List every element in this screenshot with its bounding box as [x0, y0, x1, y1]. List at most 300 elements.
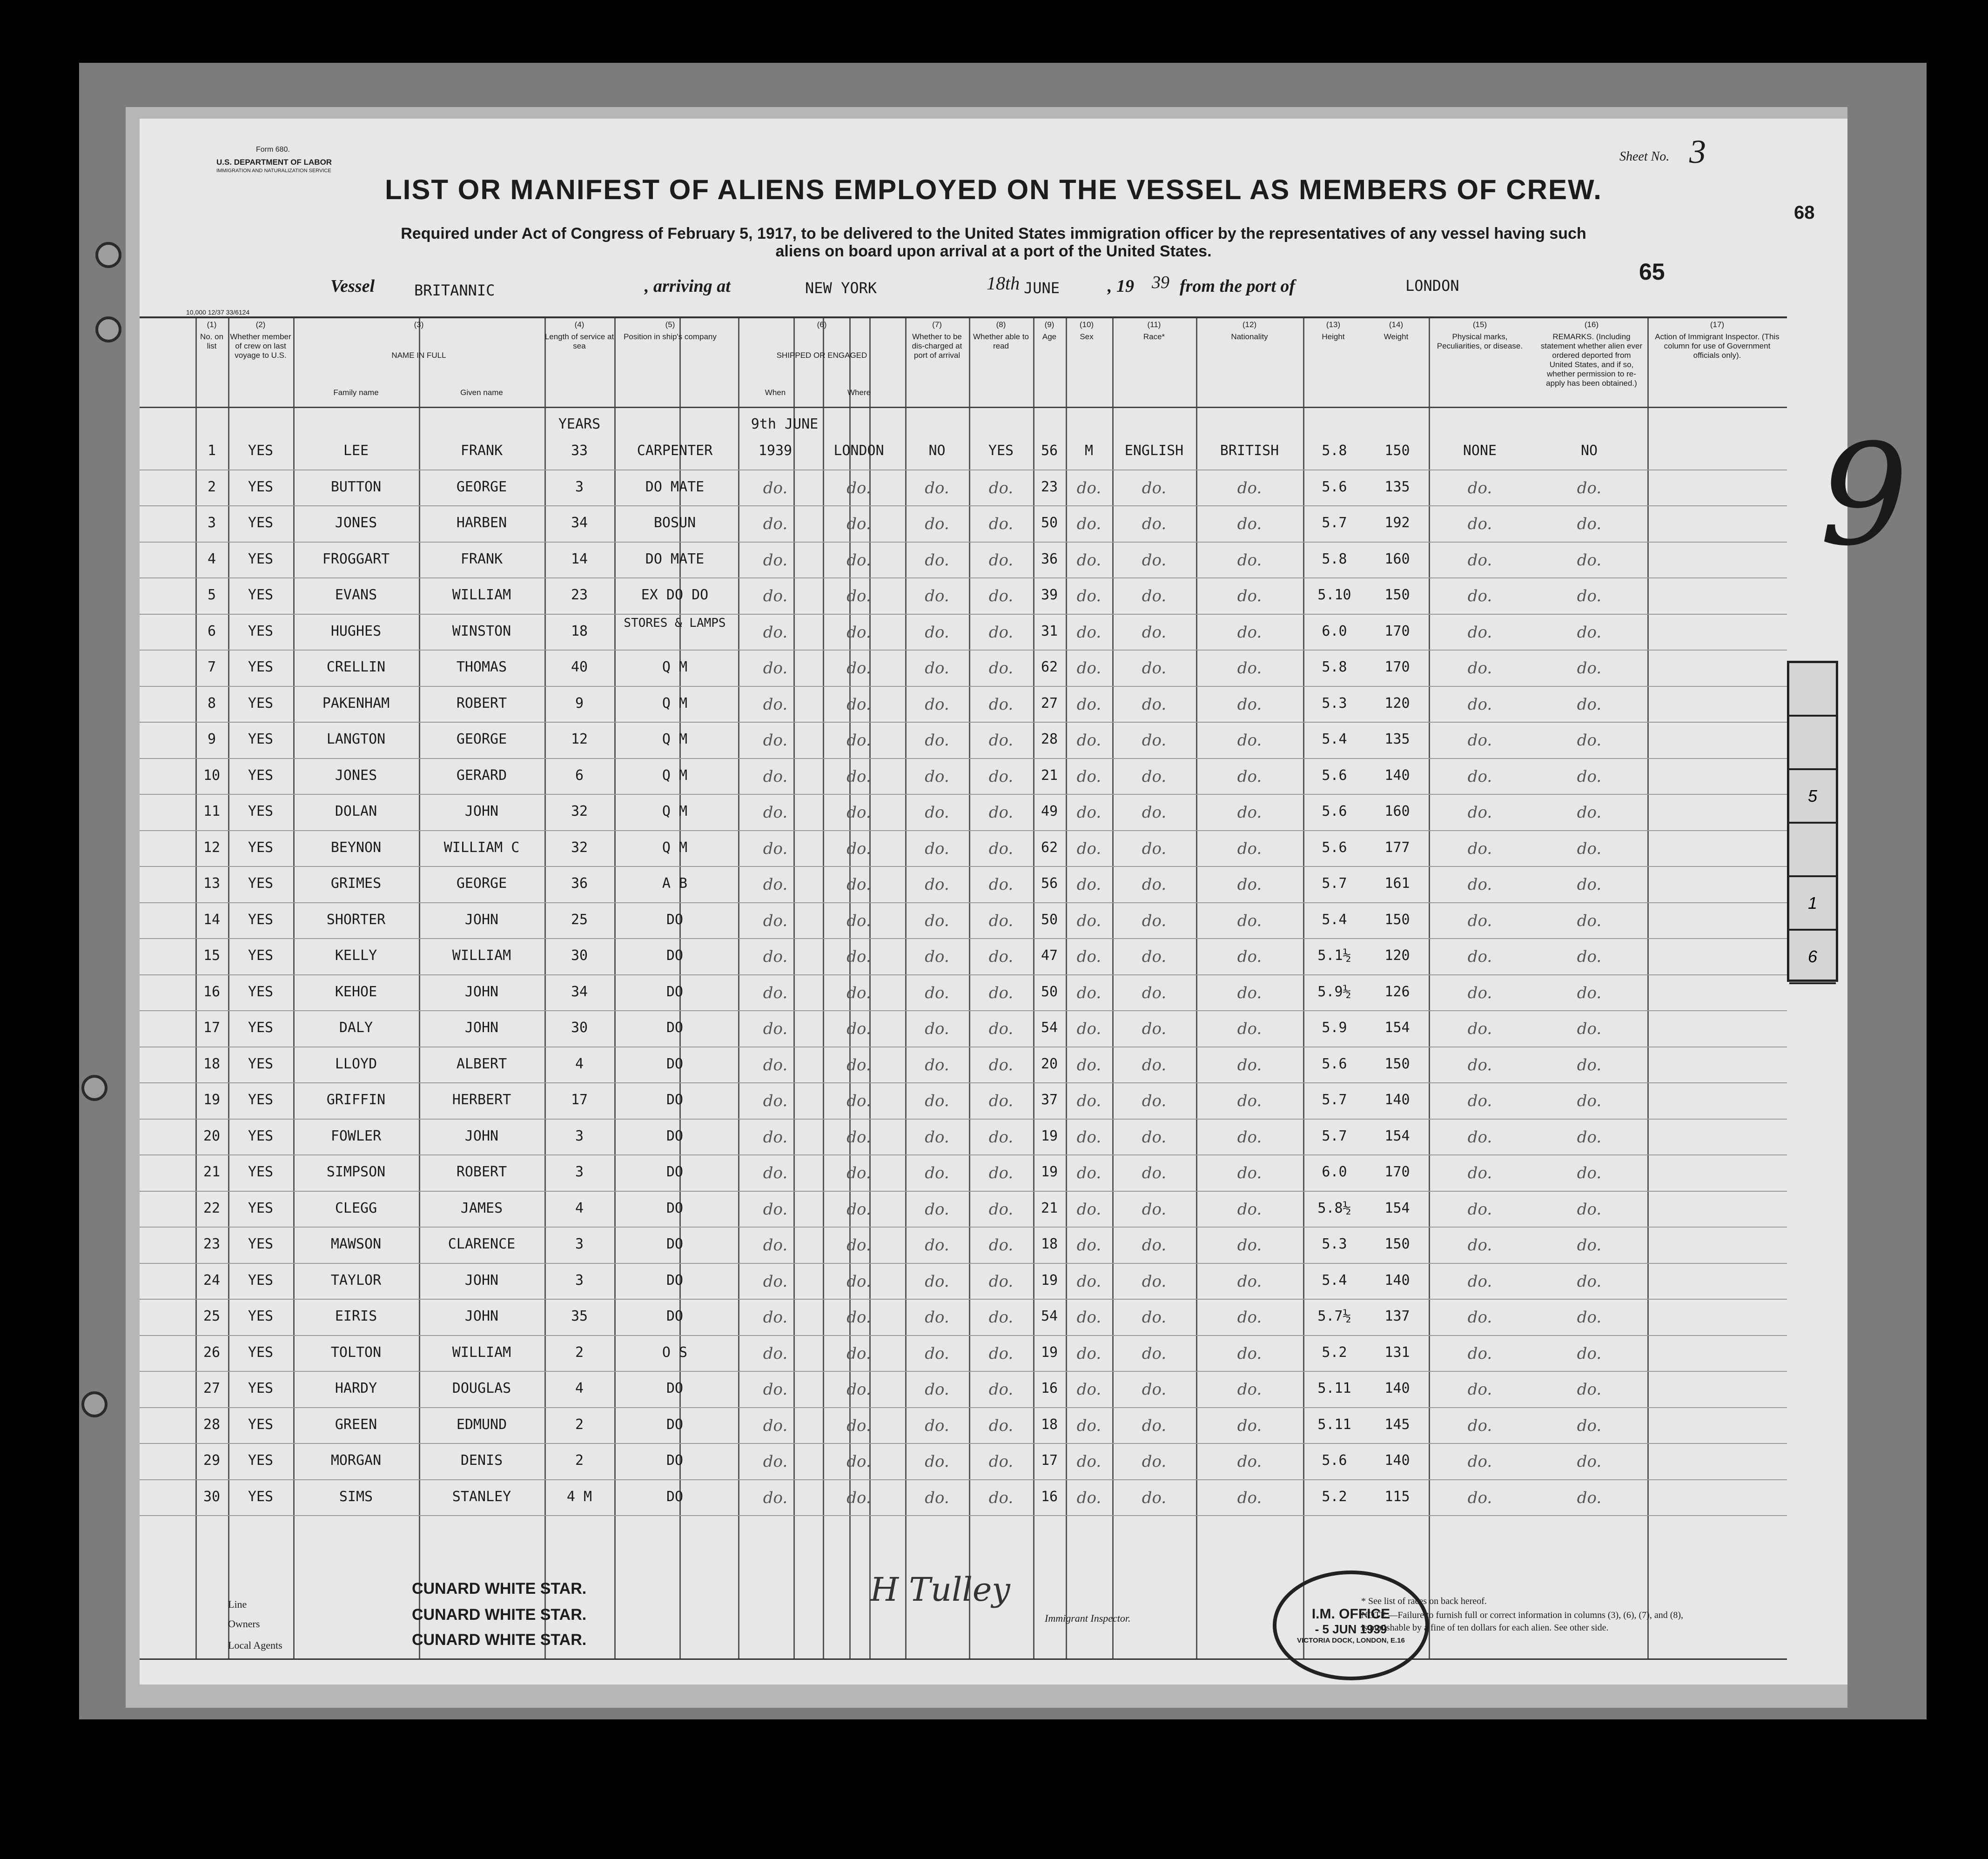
- row-when: do.: [763, 1272, 788, 1291]
- row-where: do.: [846, 1020, 871, 1038]
- row-weight: 140: [1384, 1272, 1410, 1289]
- row-weight: 135: [1384, 731, 1410, 747]
- row-no: 4: [207, 550, 216, 567]
- row-read: do.: [988, 587, 1014, 605]
- row-nationality: do.: [1237, 1272, 1262, 1291]
- row-service: 3: [575, 1164, 584, 1180]
- row-no: 22: [203, 1200, 221, 1216]
- row-when: do.: [763, 767, 788, 786]
- row-race: do.: [1142, 767, 1167, 786]
- row-family: MORGAN: [330, 1452, 382, 1469]
- row-weight: 140: [1384, 1380, 1410, 1396]
- row-height: 5.6: [1322, 1452, 1347, 1469]
- tally-cell: 5: [1789, 770, 1836, 824]
- row-given: STANLEY: [452, 1488, 511, 1505]
- column-number: (1): [207, 320, 217, 329]
- margin-tally-box: [1787, 661, 1838, 982]
- row-discharge: do.: [925, 983, 949, 1002]
- row-weight: 177: [1384, 839, 1410, 856]
- row-age: 19: [1041, 1127, 1058, 1144]
- row-race: do.: [1142, 1127, 1167, 1147]
- row-when: do.: [763, 587, 788, 605]
- row-service: 4: [575, 1200, 584, 1216]
- column-number: (4): [574, 320, 584, 329]
- row-no: 29: [203, 1452, 221, 1469]
- row-given: JOHN: [464, 1127, 499, 1144]
- row-discharge: do.: [925, 1055, 949, 1074]
- row-weight: 140: [1384, 1092, 1410, 1108]
- row-age: 47: [1041, 947, 1058, 964]
- row-where: do.: [846, 875, 871, 894]
- row-given: WILLIAM: [452, 947, 511, 964]
- row-given: CLARENCE: [448, 1236, 516, 1252]
- row-nationality: do.: [1237, 1308, 1262, 1327]
- row-position: DO: [666, 1200, 684, 1216]
- row-prev: YES: [248, 803, 274, 819]
- row-weight: 160: [1384, 803, 1410, 819]
- row-marks: NONE: [1463, 443, 1497, 459]
- row-no: 15: [203, 947, 221, 964]
- row-family: GRIMES: [330, 875, 382, 892]
- row-marks: do.: [1467, 767, 1492, 786]
- row-prev: YES: [248, 1344, 274, 1361]
- row-position: Q M: [662, 731, 688, 747]
- row-rule: [140, 1191, 1787, 1192]
- row-given: GEORGE: [456, 731, 507, 747]
- row-remarks: do.: [1577, 1344, 1602, 1363]
- row-service: 30: [571, 1020, 588, 1036]
- row-weight: 150: [1384, 587, 1410, 603]
- row-position: DO: [666, 1488, 684, 1505]
- row-marks: do.: [1467, 1488, 1492, 1507]
- row-marks: do.: [1467, 731, 1492, 750]
- row-given: JOHN: [464, 911, 499, 928]
- row-given: JAMES: [460, 1200, 503, 1216]
- binder-hole: [81, 1391, 107, 1417]
- row-no: 20: [203, 1127, 221, 1144]
- row-when: do.: [763, 947, 788, 966]
- column-header: SHIPPED OR ENGAGED: [776, 351, 867, 360]
- row-read: do.: [988, 983, 1014, 1002]
- row-discharge: do.: [925, 695, 949, 714]
- row-prev: YES: [248, 875, 274, 892]
- row-read: do.: [988, 1452, 1014, 1471]
- row-service: 33: [571, 443, 588, 459]
- row-given: WILLIAM: [452, 1344, 511, 1361]
- row-given: FRANK: [460, 443, 503, 459]
- tally-cell: 1: [1789, 877, 1836, 931]
- row-where: do.: [846, 1127, 871, 1147]
- row-remarks: do.: [1577, 623, 1602, 642]
- column-number: (2): [255, 320, 266, 329]
- row-service: 32: [571, 839, 588, 856]
- column-header: Physical marks, Peculiarities, or disease.: [1437, 332, 1523, 350]
- row-sex: do.: [1076, 587, 1101, 605]
- row-when: do.: [763, 1308, 788, 1327]
- races-note: * See list of races on back hereof.: [1361, 1596, 1487, 1606]
- stamp-office: I.M. OFFICE: [1311, 1606, 1390, 1622]
- row-discharge: do.: [925, 478, 949, 497]
- row-given: WINSTON: [452, 623, 511, 639]
- column-number: (11): [1147, 320, 1161, 329]
- row-marks: do.: [1467, 515, 1492, 533]
- row-weight: 170: [1384, 659, 1410, 675]
- row-read: do.: [988, 731, 1014, 750]
- row-race: do.: [1142, 983, 1167, 1002]
- row-rule: [140, 794, 1787, 795]
- row-rule: [140, 974, 1787, 975]
- row-age: 62: [1041, 659, 1058, 675]
- row-family: SIMPSON: [326, 1164, 386, 1180]
- row-where: do.: [846, 1488, 871, 1507]
- row-where: LONDON: [833, 443, 884, 459]
- row-given: GEORGE: [456, 478, 507, 495]
- row-position: CARPENTER: [637, 443, 713, 459]
- page-title: LIST OR MANIFEST OF ALIENS EMPLOYED ON THE VESSEL AS MEMBERS OF CREW.: [385, 174, 1602, 205]
- row-height: 5.10: [1317, 587, 1351, 603]
- column-header: NAME IN FULL: [391, 351, 446, 360]
- row-discharge: do.: [925, 1344, 949, 1363]
- row-no: 19: [203, 1092, 221, 1108]
- row-weight: 150: [1384, 1055, 1410, 1072]
- row-discharge: do.: [925, 767, 949, 786]
- row-prev: YES: [248, 587, 274, 603]
- row-given: HARBEN: [456, 515, 507, 531]
- row-no: 26: [203, 1344, 221, 1361]
- row-age: 37: [1041, 1092, 1058, 1108]
- row-marks: do.: [1467, 1092, 1492, 1110]
- row-rule: [140, 1371, 1787, 1372]
- row-remarks: do.: [1577, 659, 1602, 678]
- row-discharge: do.: [925, 839, 949, 858]
- row-where: do.: [846, 478, 871, 497]
- row-given: DOUGLAS: [452, 1380, 511, 1396]
- row-discharge: do.: [925, 515, 949, 533]
- penalty-note-2: is punishable by a fine of ten dollars for each alien. See other side.: [1361, 1623, 1609, 1633]
- row-prev: YES: [248, 443, 274, 459]
- row-service: 34: [571, 515, 588, 531]
- column-header: Height: [1322, 332, 1345, 341]
- inspector-signature: H Tulley: [870, 1570, 1010, 1609]
- row-remarks: do.: [1577, 767, 1602, 786]
- row-height: 5.9½: [1317, 983, 1351, 1000]
- row-remarks: do.: [1577, 1200, 1602, 1219]
- row-race: do.: [1142, 875, 1167, 894]
- row-no: 18: [203, 1055, 221, 1072]
- row-race: do.: [1142, 1416, 1167, 1435]
- row-when: do.: [763, 731, 788, 750]
- row-age: 62: [1041, 839, 1058, 856]
- column-number: (15): [1472, 320, 1487, 329]
- row-marks: do.: [1467, 659, 1492, 678]
- column-number: (7): [932, 320, 942, 329]
- row-prev: YES: [248, 1308, 274, 1324]
- row-given: FRANK: [460, 550, 503, 567]
- row-height: 5.6: [1322, 803, 1347, 819]
- row-prev: YES: [248, 947, 274, 964]
- row-read: do.: [988, 911, 1014, 930]
- row-family: GREEN: [335, 1416, 377, 1433]
- column-header: Whether member of crew on last voyage to U.S.: [230, 332, 291, 360]
- binder-hole: [95, 316, 121, 342]
- row-age: 36: [1041, 550, 1058, 567]
- row-service: 9: [575, 695, 584, 711]
- row-age: 16: [1041, 1380, 1058, 1396]
- row-remarks: do.: [1577, 1416, 1602, 1435]
- row-no: 9: [207, 731, 216, 747]
- row-when: do.: [763, 803, 788, 822]
- row-where: do.: [846, 1380, 871, 1399]
- row-height: 5.4: [1322, 1272, 1347, 1289]
- row-when: do.: [763, 839, 788, 858]
- row-weight: 135: [1384, 478, 1410, 495]
- row-family: KEHOE: [335, 983, 377, 1000]
- row-rule: [140, 577, 1787, 578]
- row-weight: 170: [1384, 1164, 1410, 1180]
- row-service: 3: [575, 1272, 584, 1289]
- row-when: do.: [763, 695, 788, 714]
- row-race: do.: [1142, 803, 1167, 822]
- row-age: 54: [1041, 1308, 1058, 1324]
- row-sex: do.: [1076, 623, 1101, 642]
- row-family: PAKENHAM: [322, 695, 390, 711]
- sheet-label: Sheet No.: [1619, 149, 1670, 164]
- row-weight: 120: [1384, 947, 1410, 964]
- row-discharge: do.: [925, 731, 949, 750]
- vessel-name: BRITANNIC: [414, 282, 495, 299]
- row-sex: do.: [1076, 550, 1101, 570]
- row-height: 5.8: [1322, 443, 1347, 459]
- row-race: do.: [1142, 731, 1167, 750]
- row-rule: [140, 1407, 1787, 1408]
- row-age: 50: [1041, 515, 1058, 531]
- row-sex: do.: [1076, 731, 1101, 750]
- department-name: U.S. DEPARTMENT OF LABOR: [216, 158, 332, 167]
- row-height: 5.3: [1322, 695, 1347, 711]
- row-position: DO: [666, 1272, 684, 1289]
- row-discharge: do.: [925, 623, 949, 642]
- row-no: 16: [203, 983, 221, 1000]
- row-position: DO: [666, 1308, 684, 1324]
- row-discharge: do.: [925, 1164, 949, 1182]
- row-marks: do.: [1467, 1200, 1492, 1219]
- row-when: do.: [763, 983, 788, 1002]
- row-sex: do.: [1076, 695, 1101, 714]
- row-rule: [140, 614, 1787, 615]
- row-race: do.: [1142, 623, 1167, 642]
- row-discharge: do.: [925, 1236, 949, 1255]
- row-read: do.: [988, 1344, 1014, 1363]
- row-marks: do.: [1467, 587, 1492, 605]
- row-where: do.: [846, 1092, 871, 1110]
- row-weight: 154: [1384, 1200, 1410, 1216]
- row-where: do.: [846, 731, 871, 750]
- row-family: SHORTER: [326, 911, 386, 928]
- row-read: do.: [988, 659, 1014, 678]
- row-nationality: BRITISH: [1220, 443, 1279, 459]
- row-marks: do.: [1467, 1380, 1492, 1399]
- row-race: do.: [1142, 1272, 1167, 1291]
- row-when: do.: [763, 1380, 788, 1399]
- row-weight: 161: [1384, 875, 1410, 892]
- local-agents-name: CUNARD WHITE STAR.: [412, 1631, 587, 1649]
- row-race: do.: [1142, 1055, 1167, 1074]
- row-height: 5.11: [1317, 1416, 1351, 1433]
- row-when: do.: [763, 550, 788, 570]
- row-read: do.: [988, 947, 1014, 966]
- row-age: 19: [1041, 1344, 1058, 1361]
- row-service: 4: [575, 1380, 584, 1396]
- row-marks: do.: [1467, 839, 1492, 858]
- row-family: CLEGG: [335, 1200, 377, 1216]
- row-no: 27: [203, 1380, 221, 1396]
- row-where: do.: [846, 1236, 871, 1255]
- row-age: 31: [1041, 623, 1058, 639]
- row-position: DO: [666, 1055, 684, 1072]
- row-no: 11: [203, 803, 221, 819]
- row-nationality: do.: [1237, 1452, 1262, 1471]
- column-subheader: When: [765, 388, 786, 397]
- row-read: do.: [988, 803, 1014, 822]
- row-given: GEORGE: [456, 875, 507, 892]
- row-age: 27: [1041, 695, 1058, 711]
- row-prev: YES: [248, 911, 274, 928]
- row-family: JONES: [335, 515, 377, 531]
- column-number: (12): [1242, 320, 1257, 329]
- row-height: 5.1½: [1317, 947, 1351, 964]
- row-where: do.: [846, 983, 871, 1002]
- row-service: 18: [571, 623, 588, 639]
- row-sex: do.: [1076, 839, 1101, 858]
- row-service: 34: [571, 983, 588, 1000]
- row-family: EVANS: [335, 587, 377, 603]
- row-age: 16: [1041, 1488, 1058, 1505]
- row-family: CRELLIN: [326, 659, 386, 675]
- row-where: do.: [846, 623, 871, 642]
- row-when: 1939: [758, 443, 793, 459]
- row-sex: M: [1084, 443, 1094, 459]
- row-age: 39: [1041, 587, 1058, 603]
- row-remarks: do.: [1577, 478, 1602, 497]
- row-service: 35: [571, 1308, 588, 1324]
- row-family: KELLY: [335, 947, 377, 964]
- row-where: do.: [846, 587, 871, 605]
- row-height: 5.2: [1322, 1488, 1347, 1505]
- row-read: do.: [988, 1272, 1014, 1291]
- row-no: 13: [203, 875, 221, 892]
- row-service: 6: [575, 767, 584, 784]
- row-read: YES: [988, 443, 1014, 459]
- row-marks: do.: [1467, 803, 1492, 822]
- row-sex: do.: [1076, 1020, 1101, 1038]
- row-rule: [140, 938, 1787, 939]
- row-race: do.: [1142, 550, 1167, 570]
- row-rule: [140, 1082, 1787, 1083]
- row-nationality: do.: [1237, 1020, 1262, 1038]
- row-nationality: do.: [1237, 803, 1262, 822]
- row-when: do.: [763, 1200, 788, 1219]
- arriving-label: , arriving at: [645, 276, 731, 296]
- stamp-location: VICTORIA DOCK, LONDON, E.16: [1297, 1637, 1405, 1644]
- row-when: do.: [763, 1344, 788, 1363]
- row-rule: [140, 866, 1787, 867]
- row-nationality: do.: [1237, 1416, 1262, 1435]
- arrival-day: 18th: [987, 273, 1020, 294]
- row-when: do.: [763, 1127, 788, 1147]
- row-service: 40: [571, 659, 588, 675]
- row-rule: [140, 830, 1787, 831]
- row-family: LANGTON: [326, 731, 386, 747]
- row-family: TOLTON: [330, 1344, 382, 1361]
- row-no: 23: [203, 1236, 221, 1252]
- row-when: do.: [763, 1488, 788, 1507]
- row-discharge: do.: [925, 947, 949, 966]
- row-weight: 160: [1384, 550, 1410, 567]
- row-sex: do.: [1076, 478, 1101, 497]
- row-discharge: do.: [925, 1092, 949, 1110]
- row-no: 25: [203, 1308, 221, 1324]
- row-remarks: do.: [1577, 1380, 1602, 1399]
- row-marks: do.: [1467, 911, 1492, 930]
- row-service: 32: [571, 803, 588, 819]
- row-nationality: do.: [1237, 1164, 1262, 1182]
- row-no: 2: [207, 478, 216, 495]
- row-family: HUGHES: [330, 623, 382, 639]
- row-no: 3: [207, 515, 216, 531]
- row-when: do.: [763, 1452, 788, 1471]
- row-read: do.: [988, 515, 1014, 533]
- row-nationality: do.: [1237, 911, 1262, 930]
- row-where: do.: [846, 515, 871, 533]
- row-race: do.: [1142, 1488, 1167, 1507]
- row-sex: do.: [1076, 1344, 1101, 1363]
- row-position: DO: [666, 1020, 684, 1036]
- row-race: do.: [1142, 515, 1167, 533]
- column-header: Action of Immigrant Inspector. (This column for use of Government officials only).: [1655, 332, 1780, 360]
- tally-cell: [1789, 663, 1836, 717]
- row-height: 5.7½: [1317, 1308, 1351, 1324]
- sheet-number: 3: [1689, 133, 1706, 170]
- row-age: 18: [1041, 1416, 1058, 1433]
- row-age: 56: [1041, 875, 1058, 892]
- row-where: do.: [846, 1416, 871, 1435]
- row-race: do.: [1142, 1380, 1167, 1399]
- row-nationality: do.: [1237, 947, 1262, 966]
- row-marks: do.: [1467, 1236, 1492, 1255]
- row-prev: YES: [248, 623, 274, 639]
- row-sex: do.: [1076, 1488, 1101, 1507]
- row-discharge: do.: [925, 550, 949, 570]
- row-nationality: do.: [1237, 1236, 1262, 1255]
- row-prev: YES: [248, 983, 274, 1000]
- row-marks: do.: [1467, 875, 1492, 894]
- row-family: LLOYD: [335, 1055, 377, 1072]
- row-weight: 192: [1384, 515, 1410, 531]
- row-read: do.: [988, 1127, 1014, 1147]
- row-sex: do.: [1076, 1272, 1101, 1291]
- column-number: (16): [1584, 320, 1599, 329]
- row-sex: do.: [1076, 1308, 1101, 1327]
- row-height: 5.6: [1322, 1055, 1347, 1072]
- stamp-date: - 5 JUN 1939: [1315, 1622, 1387, 1636]
- row-discharge: do.: [925, 1452, 949, 1471]
- row-sex: do.: [1076, 1164, 1101, 1182]
- binder-hole: [81, 1075, 107, 1101]
- row-marks: do.: [1467, 1308, 1492, 1327]
- row-prev: YES: [248, 1452, 274, 1469]
- owners-label: Owners: [228, 1618, 260, 1630]
- row-age: 19: [1041, 1272, 1058, 1289]
